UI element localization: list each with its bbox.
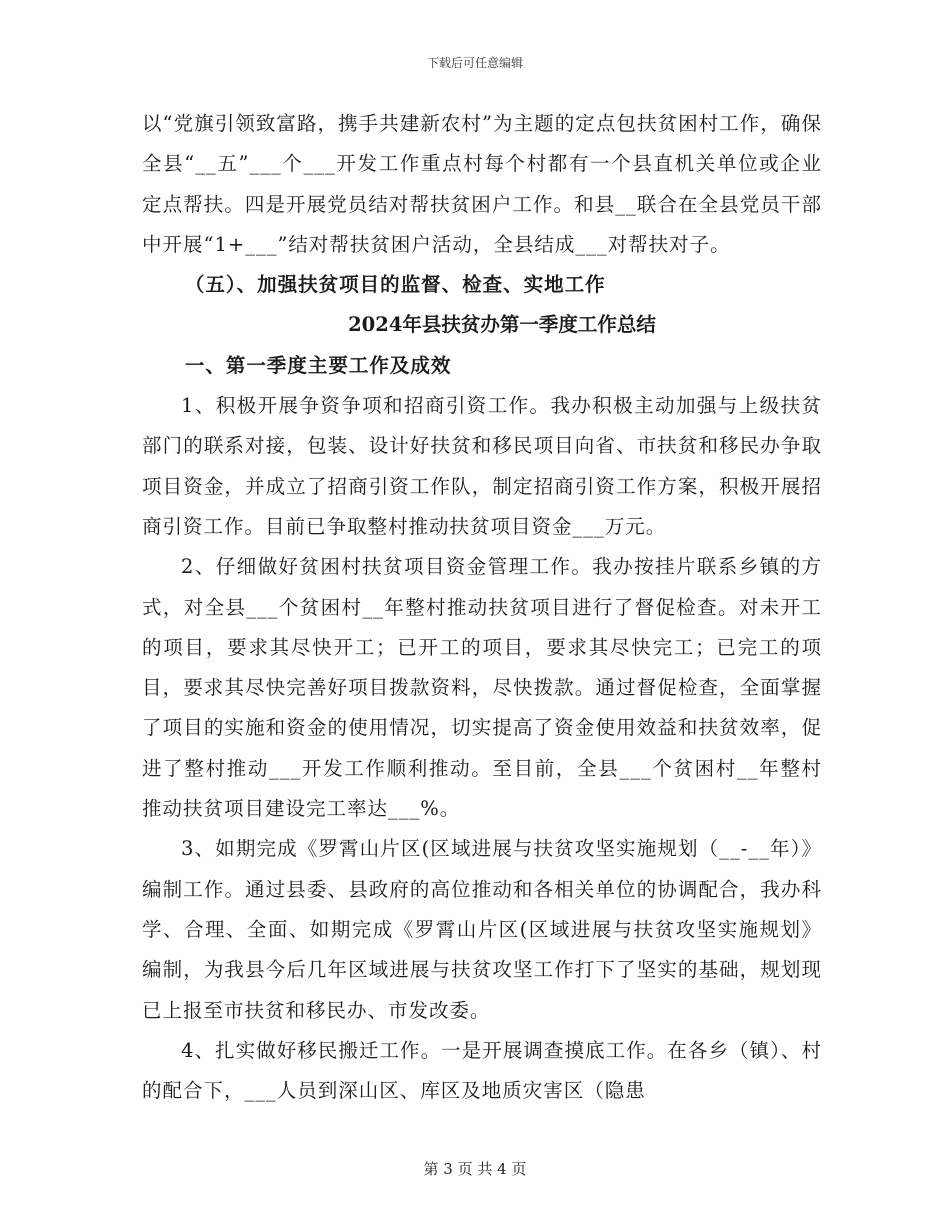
document-body <box>142 104 822 1111</box>
document-title: 2024年县扶贫办第一季度工作总结 <box>348 313 656 337</box>
paragraph-continuation: 以“党旗引领致富路，携手共建新农村”为主题的定点包扶贫困村工作，确保全县“__五”___个___开发工作重点村每个村都有一个县直机关单位或企业定点帮扶。四是开展党员结对帮扶贫困户工作。和县__联合在全县党员干部中开展“1+___”结对帮扶贫困户活动，全县结成___对帮扶对子。 <box>142 112 822 256</box>
paragraph-item-2: 2、仔细做好贫困村扶贫项目资金管理工作。我办按挂片联系乡镇的方式，对全县___个贫困村__年整村推动扶贫项目进行了督促检查。对未开工的项目，要求其尽快开工；已开工的项目，要求其尽快完工；已完工的项目，要求其尽快完善好项目拨款资料，尽快拨款。通过督促检查，全面掌握了项目的实施和资金的使用情况，切实提高了资金使用效益和扶贫效率，促进了整村推动___开发工作顺利推动。至目前，全县___个贫困村__年整村推动扶贫项目建设完工率达___%。 <box>142 555 822 821</box>
section-heading-5: （五）、加强扶贫项目的监督、检查、实地工作 <box>184 273 606 297</box>
header-note: 下载后可任意编辑 <box>426 56 523 70</box>
paragraph-item-4: 4、扎实做好移民搬迁工作。一是开展调查摸底工作。在各乡（镇）、村的配合下，___人员到深山区、库区及地质灾害区（隐患 <box>142 1038 822 1103</box>
page-number: 第 3 页 共 4 页 <box>423 1160 527 1178</box>
paragraph-item-3: 3、如期完成《罗霄山片区(区域进展与扶贫攻坚实施规划（__-__年）》编制工作。通过县委、县政府的高位推动和各相关单位的协调配合，我办科学、合理、全面、如期完成《罗霄山片区(区域进展与扶贫攻坚实施规划》编制，为我县今后几年区域进展与扶贫攻坚工作打下了坚实的基础，规划现已上报至市扶贫和移民办、市发改委。 <box>142 837 822 1022</box>
section-heading-1: 一、第一季度主要工作及成效 <box>184 353 452 377</box>
paragraph-item-1: 1、积极开展争资争项和招商引资工作。我办积极主动加强与上级扶贫部门的联系对接，包装、设计好扶贫和移民项目向省、市扶贫和移民办争取项目资金，并成立了招商引资工作队，制定招商引资工作方案，积极开展招商引资工作。目前已争取整村推动扶贫项目资金___万元。 <box>142 394 822 538</box>
